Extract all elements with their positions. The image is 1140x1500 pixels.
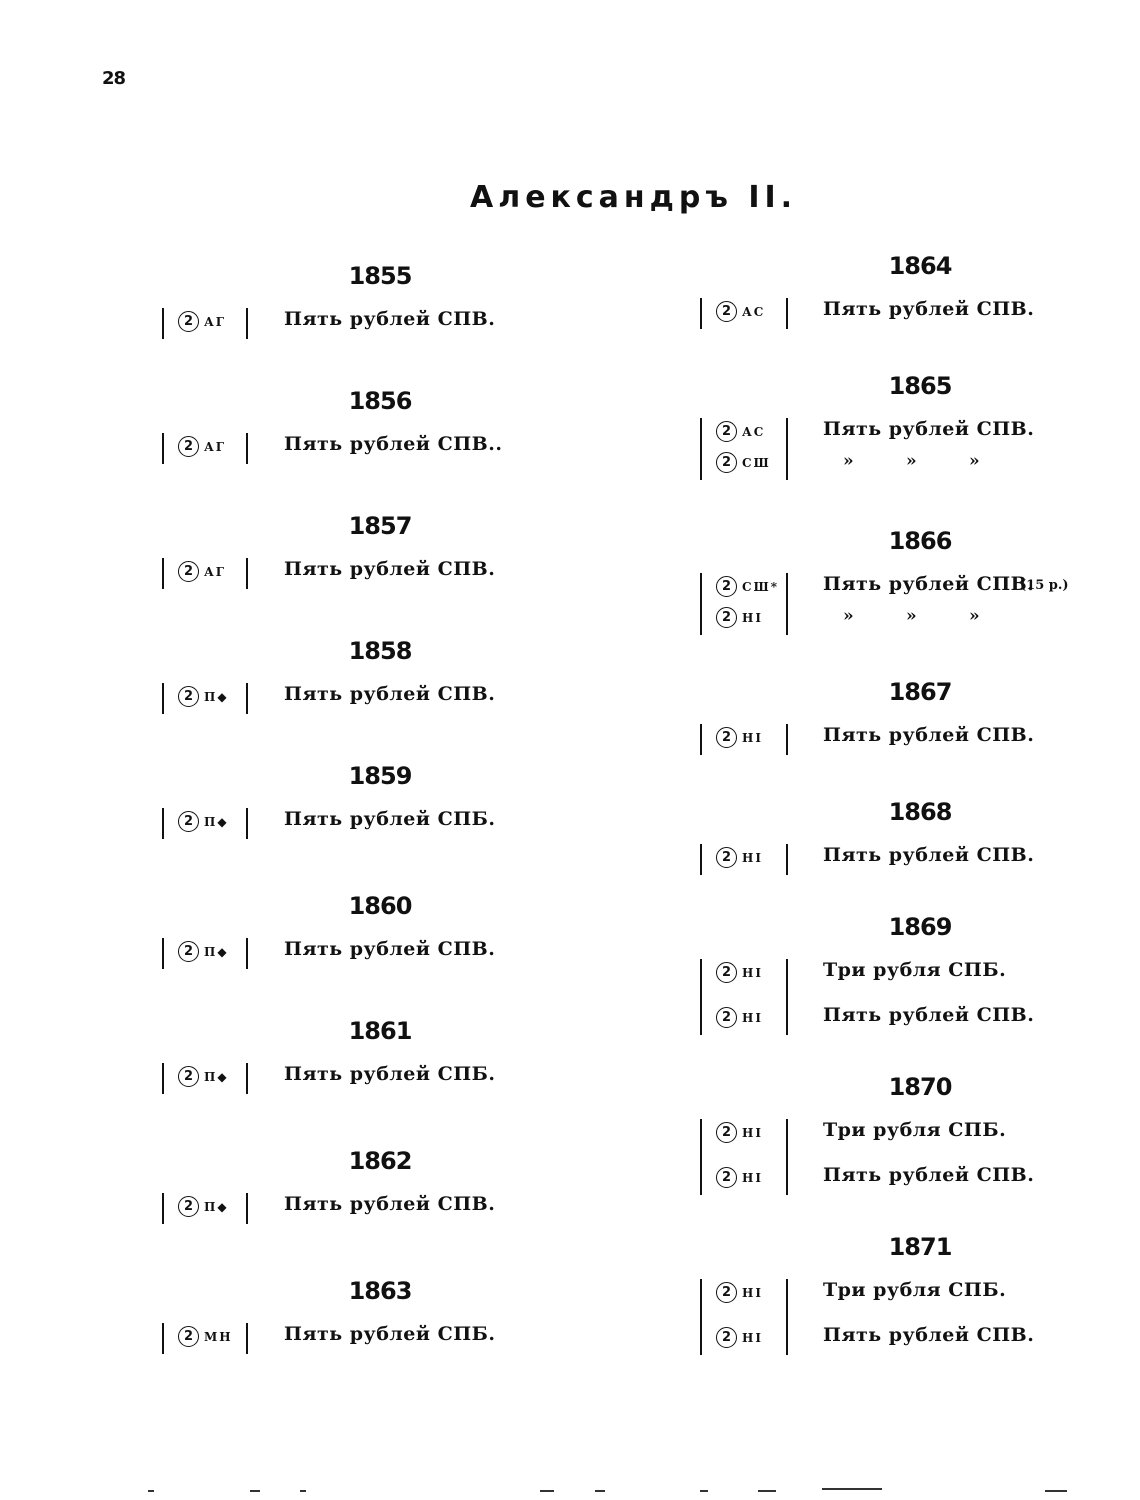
year-heading: 1871 <box>888 1233 952 1261</box>
right-rule <box>246 683 248 714</box>
denomination: Пять рублей СПВ. <box>823 724 1035 746</box>
mint-initials: СШ* <box>742 579 780 594</box>
year-heading: 1858 <box>348 637 412 665</box>
year-heading: 1857 <box>348 512 412 540</box>
entry-group <box>700 959 1035 1035</box>
mint-mark <box>716 576 779 597</box>
entry-group <box>700 298 1035 329</box>
entry-row <box>700 449 980 480</box>
right-rule <box>786 418 788 480</box>
circled-numeral: 2 <box>716 452 737 473</box>
mint-initials: П◆ <box>204 1069 229 1084</box>
mint-mark <box>178 941 229 962</box>
right-rule <box>246 308 248 339</box>
denomination: Пять рублей СПВ.. <box>284 433 503 455</box>
circled-numeral: 2 <box>178 436 199 457</box>
denomination: Три рубля СПБ. <box>823 959 1007 981</box>
entry-group <box>700 573 1069 635</box>
mint-initials: П◆ <box>204 944 229 959</box>
circled-numeral: 2 <box>716 727 737 748</box>
entry-row <box>162 433 503 464</box>
mint-mark <box>178 561 226 582</box>
page-number: 28 <box>102 68 126 89</box>
right-rule <box>246 558 248 589</box>
mint-mark <box>178 1066 229 1087</box>
ditto-mark: » <box>969 606 980 626</box>
entry-group <box>700 724 1035 755</box>
circled-numeral: 2 <box>716 1327 737 1348</box>
denomination: Три рубля СПБ. <box>823 1119 1007 1141</box>
denomination: Пять рублей СПВ. <box>823 418 1035 440</box>
year-heading: 1856 <box>348 387 412 415</box>
right-rule <box>786 1279 788 1355</box>
circled-numeral: 2 <box>716 1167 737 1188</box>
mint-mark <box>178 811 229 832</box>
mint-mark <box>716 847 763 868</box>
year-heading: 1863 <box>348 1277 412 1305</box>
mint-mark <box>716 727 763 748</box>
denomination: Пять рублей СПВ. <box>823 573 1035 595</box>
right-rule <box>246 808 248 839</box>
entry-group <box>162 558 496 589</box>
right-rule <box>246 1323 248 1354</box>
entry-group <box>162 1193 496 1224</box>
right-rule <box>246 1063 248 1094</box>
mint-initials: АГ <box>204 564 227 579</box>
entry-row <box>700 1119 1007 1150</box>
entry-group <box>162 433 503 464</box>
denomination: Пять рублей СПВ. <box>284 938 496 960</box>
year-heading: 1868 <box>888 798 952 826</box>
mint-initials: НІ <box>742 730 763 745</box>
entry-group <box>700 1119 1035 1195</box>
circled-numeral: 2 <box>178 811 199 832</box>
entry-row <box>700 844 1035 875</box>
circled-numeral: 2 <box>716 576 737 597</box>
entry-row <box>700 724 1035 755</box>
entry-row <box>700 298 1035 329</box>
year-heading: 1866 <box>888 527 952 555</box>
denomination: Пять рублей СПВ. <box>823 1004 1035 1026</box>
mint-initials: НІ <box>742 1330 763 1345</box>
mint-mark <box>716 452 771 473</box>
ditto-mark: » <box>843 606 854 626</box>
entry-group <box>700 844 1035 875</box>
mint-mark <box>178 686 229 707</box>
right-rule <box>786 573 788 635</box>
entry-group <box>162 1323 496 1354</box>
entry-row <box>700 1164 1035 1195</box>
entry-row <box>700 1324 1035 1355</box>
ditto-mark: » <box>906 451 917 471</box>
mint-initials: АС <box>742 304 766 319</box>
right-rule <box>786 724 788 755</box>
entry-row <box>700 959 1007 990</box>
entry-group <box>162 308 496 339</box>
right-rule <box>246 1193 248 1224</box>
circled-numeral: 2 <box>178 1326 199 1347</box>
denomination: Пять рублей СПВ. <box>823 1324 1035 1346</box>
mint-mark <box>716 607 763 628</box>
footer-scan-marks <box>140 1484 1080 1496</box>
mint-initials: НІ <box>742 850 763 865</box>
entry-group <box>700 418 1035 480</box>
year-heading: 1859 <box>348 762 412 790</box>
denomination: Три рубля СПБ. <box>823 1279 1007 1301</box>
circled-numeral: 2 <box>716 847 737 868</box>
mint-initials: НІ <box>742 610 763 625</box>
entry-row <box>162 308 496 339</box>
right-rule <box>786 959 788 1035</box>
mint-initials: АС <box>742 424 766 439</box>
mint-initials: СШ <box>742 455 771 470</box>
denomination: Пять рублей СПБ. <box>284 808 496 830</box>
year-heading: 1865 <box>888 372 952 400</box>
ditto-mark: » <box>843 451 854 471</box>
mint-mark <box>716 421 765 442</box>
circled-numeral: 2 <box>178 941 199 962</box>
circled-numeral: 2 <box>716 607 737 628</box>
denomination: Пять рублей СПВ. <box>284 1193 496 1215</box>
mint-initials: НІ <box>742 1170 763 1185</box>
circled-numeral: 2 <box>178 311 199 332</box>
entry-row <box>700 573 1069 604</box>
circled-numeral: 2 <box>716 1122 737 1143</box>
right-rule <box>786 1119 788 1195</box>
mint-initials: НІ <box>742 1010 763 1025</box>
entry-row <box>162 938 496 969</box>
year-heading: 1867 <box>888 678 952 706</box>
denomination: Пять рублей СПВ. <box>284 308 496 330</box>
circled-numeral: 2 <box>178 561 199 582</box>
mint-mark <box>716 1167 763 1188</box>
page-title: Александръ II. <box>470 180 798 215</box>
mint-mark <box>178 311 226 332</box>
mint-mark <box>178 436 226 457</box>
mint-mark <box>716 1282 763 1303</box>
mint-mark <box>716 1327 763 1348</box>
denomination: Пять рублей СПВ. <box>284 558 496 580</box>
denomination: Пять рублей СПВ. <box>823 844 1035 866</box>
mint-mark <box>716 962 763 983</box>
right-rule <box>246 433 248 464</box>
mint-initials: АГ <box>204 314 227 329</box>
ditto-mark: » <box>906 606 917 626</box>
circled-numeral: 2 <box>716 301 737 322</box>
mint-initials: П◆ <box>204 689 229 704</box>
denomination: Пять рублей СПВ. <box>823 298 1035 320</box>
circled-numeral: 2 <box>178 1066 199 1087</box>
denomination: Пять рублей СПБ. <box>284 1323 496 1345</box>
entry-row <box>700 1004 1035 1035</box>
ditto-mark: » <box>969 451 980 471</box>
entry-row <box>162 1063 496 1094</box>
mint-mark <box>178 1326 233 1347</box>
year-heading: 1861 <box>348 1017 412 1045</box>
mint-initials: П◆ <box>204 1199 229 1214</box>
entry-group <box>700 1279 1035 1355</box>
year-heading: 1864 <box>888 252 952 280</box>
mint-initials: МН <box>204 1329 233 1344</box>
entry-row <box>700 604 980 635</box>
mint-mark <box>716 1007 763 1028</box>
right-rule <box>246 938 248 969</box>
entry-row <box>162 808 496 839</box>
entry-group <box>162 1063 496 1094</box>
year-heading: 1869 <box>888 913 952 941</box>
denomination: Пять рублей СПБ. <box>284 1063 496 1085</box>
entry-group <box>162 808 496 839</box>
mint-initials: НІ <box>742 965 763 980</box>
mint-mark <box>716 301 765 322</box>
circled-numeral: 2 <box>716 1007 737 1028</box>
ditto-marks <box>843 451 1032 471</box>
year-heading: 1860 <box>348 892 412 920</box>
weight-note: (15 р.) <box>1020 578 1069 593</box>
circled-numeral: 2 <box>716 962 737 983</box>
entry-row <box>700 418 1035 449</box>
mint-initials: НІ <box>742 1285 763 1300</box>
year-heading: 1870 <box>888 1073 952 1101</box>
mint-mark <box>716 1122 763 1143</box>
entry-row <box>700 1279 1007 1310</box>
circled-numeral: 2 <box>716 421 737 442</box>
year-heading: 1855 <box>348 262 412 290</box>
mint-initials: П◆ <box>204 814 229 829</box>
circled-numeral: 2 <box>178 1196 199 1217</box>
mint-initials: АГ <box>204 439 227 454</box>
entry-group <box>162 683 496 714</box>
denomination: Пять рублей СПВ. <box>823 1164 1035 1186</box>
circled-numeral: 2 <box>716 1282 737 1303</box>
entry-row <box>162 1323 496 1354</box>
right-rule <box>786 844 788 875</box>
entry-row <box>162 558 496 589</box>
entry-row <box>162 1193 496 1224</box>
mint-mark <box>178 1196 229 1217</box>
mint-initials: НІ <box>742 1125 763 1140</box>
year-heading: 1862 <box>348 1147 412 1175</box>
ditto-marks <box>843 606 1032 626</box>
denomination: Пять рублей СПВ. <box>284 683 496 705</box>
entry-group <box>162 938 496 969</box>
entry-row <box>162 683 496 714</box>
right-rule <box>786 298 788 329</box>
circled-numeral: 2 <box>178 686 199 707</box>
